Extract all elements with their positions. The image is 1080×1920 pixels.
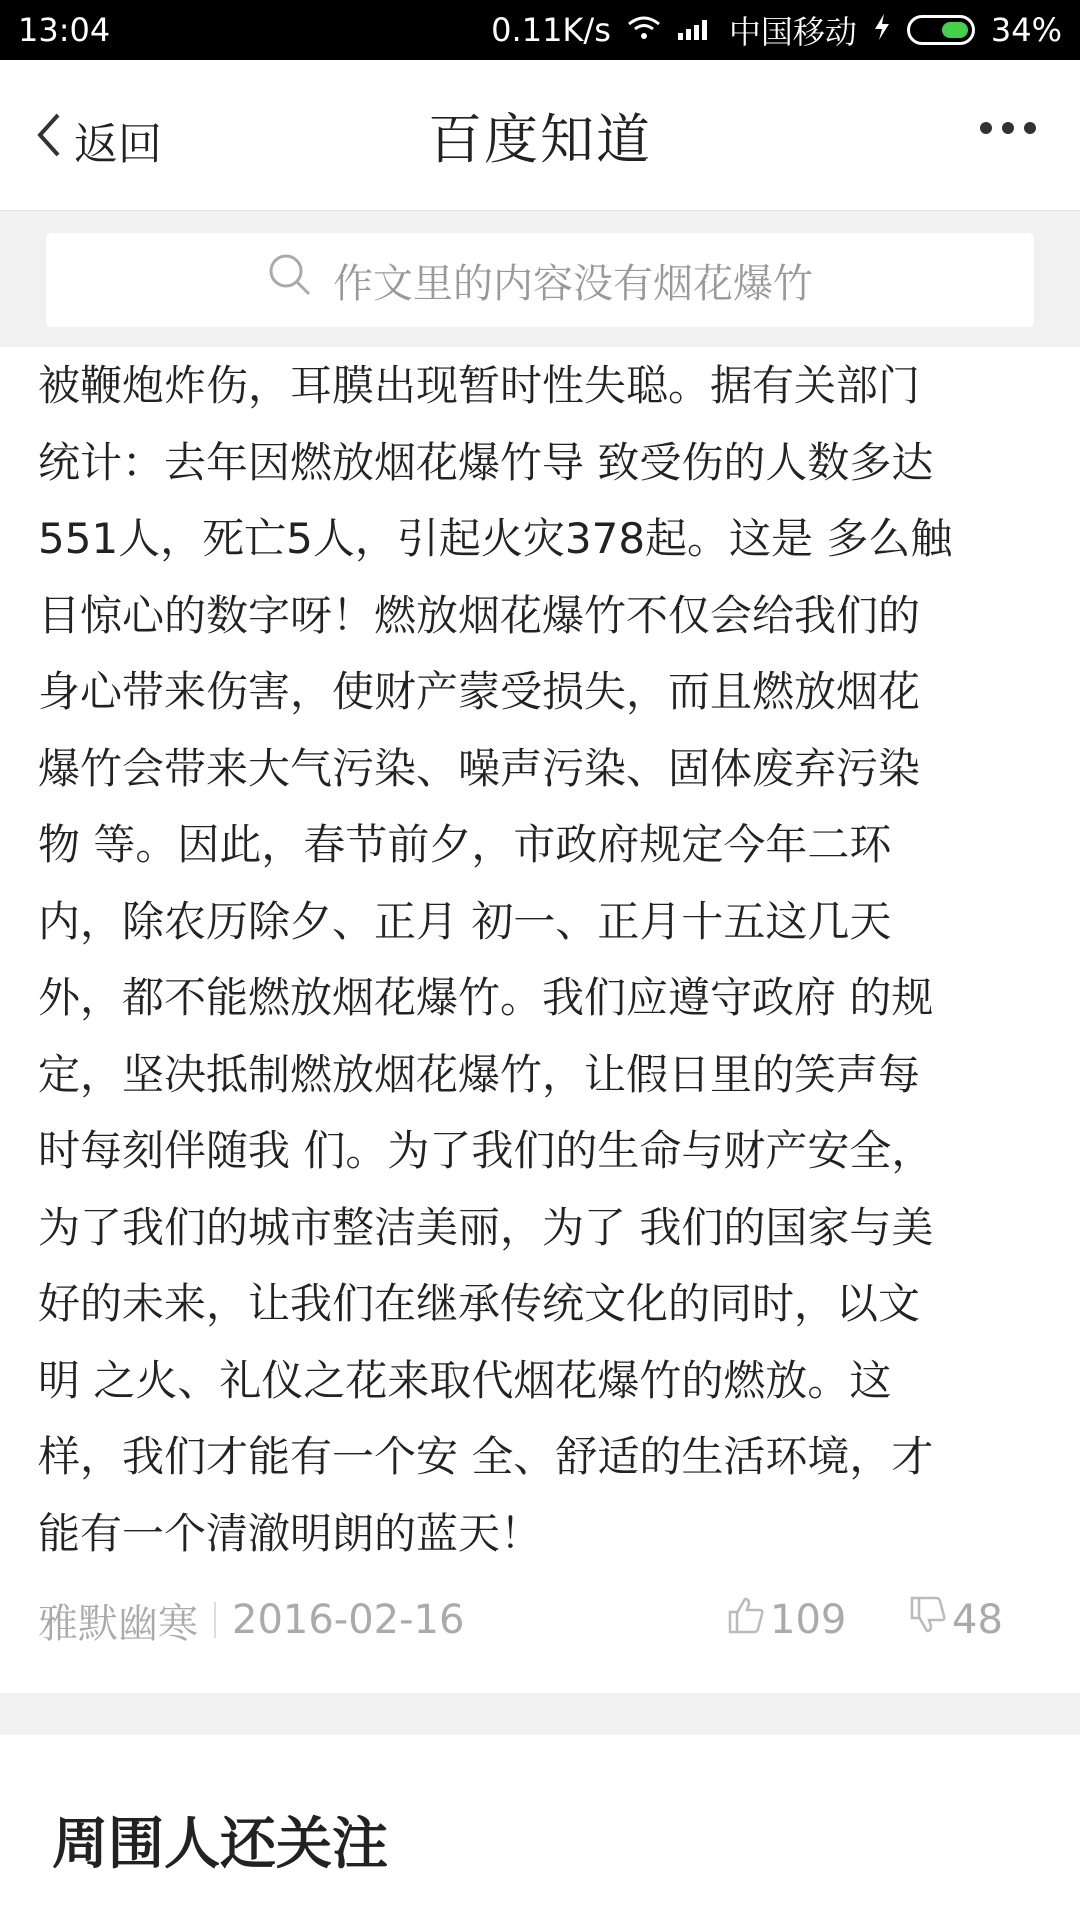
answer-line: 明 之火、礼仪之花来取代烟花爆竹的燃放。这 (38, 1355, 892, 1405)
carrier-name: 中国移动 (728, 13, 857, 51)
answer-line: 统计：去年因燃放烟花爆竹导 致受伤的人数多达 (38, 437, 934, 487)
answer-line: 被鞭炮炸伤，耳膜出现暂时性失聪。据有关部门 (38, 361, 921, 410)
section-divider (0, 1693, 1080, 1735)
answer-date: 2016-02-16 (232, 1597, 465, 1643)
answer-meta (38, 1590, 1048, 1650)
related-section-title: 周围人还关注 (52, 1812, 388, 1877)
more-menu-button[interactable] (980, 122, 1036, 134)
status-time: 13:04 (18, 11, 111, 49)
more-dot-icon (1002, 122, 1014, 134)
more-dot-icon (980, 122, 992, 134)
search-icon (267, 252, 313, 308)
like-count: 109 (770, 1597, 847, 1643)
more-dot-icon (1024, 122, 1036, 134)
answer-line: 551人，死亡5人，引起火灾378起。这是 多么触 (38, 514, 953, 563)
dislike-count: 48 (952, 1597, 1003, 1643)
chevron-left-icon (34, 111, 62, 170)
thumbs-down-icon (908, 1595, 948, 1645)
answer-line: 内，除农历除夕、正月 初一、正月十五这几天 (38, 896, 892, 946)
back-button[interactable] (34, 108, 162, 172)
charging-icon (873, 11, 891, 49)
answer-line: 外，都不能燃放烟花爆竹。我们应遵守政府 的规 (38, 973, 934, 1022)
answer-line: 爆竹会带来大气污染、噪声污染、固体废弃污染 (38, 743, 921, 793)
status-bar (0, 0, 1080, 60)
dislike-button[interactable] (908, 1595, 1003, 1645)
like-button[interactable] (726, 1595, 846, 1645)
signal-icon (677, 11, 713, 49)
battery-icon (907, 15, 975, 45)
author-name[interactable]: 雅默幽寒 (38, 1600, 198, 1647)
search-placeholder: 作文里的内容没有烟花爆竹 (333, 260, 813, 307)
thumbs-up-icon (726, 1595, 766, 1645)
status-indicators (491, 7, 1062, 53)
answer-line: 好的未来，让我们在继承传统文化的同时，以文 (38, 1279, 921, 1328)
search-input[interactable] (46, 233, 1034, 327)
answer-line: 为了我们的城市整洁美丽，为了 我们的国家与美 (38, 1202, 934, 1252)
battery-percent: 34% (990, 11, 1062, 49)
answer-line: 身心带来伤害，使财产蒙受损失，而且燃放烟花 (38, 667, 921, 716)
answer-line: 物 等。因此，春节前夕，市政府规定今年二环 (38, 820, 892, 869)
back-label: 返回 (74, 119, 162, 170)
wifi-icon (627, 11, 661, 49)
meta-divider (214, 1602, 216, 1638)
answer-line: 目惊心的数字呀！燃放烟花爆竹不仅会给我们的 (38, 590, 921, 640)
search-bar (0, 211, 1080, 347)
answer-line: 样，我们才能有一个安 全、舒适的生活环境，才 (38, 1432, 934, 1481)
page-title: 百度知道 (428, 107, 652, 171)
network-speed: 0.11K/s (491, 11, 611, 49)
answer-line: 定，坚决抵制燃放烟花爆竹，让假日里的笑声每 (38, 1049, 921, 1099)
app-header (0, 60, 1080, 211)
answer-content (38, 348, 1048, 1572)
answer-line: 能有一个清澈明朗的蓝天！ (38, 1508, 543, 1558)
answer-line: 时每刻伴随我 们。为了我们的生命与财产安全， (38, 1126, 934, 1175)
